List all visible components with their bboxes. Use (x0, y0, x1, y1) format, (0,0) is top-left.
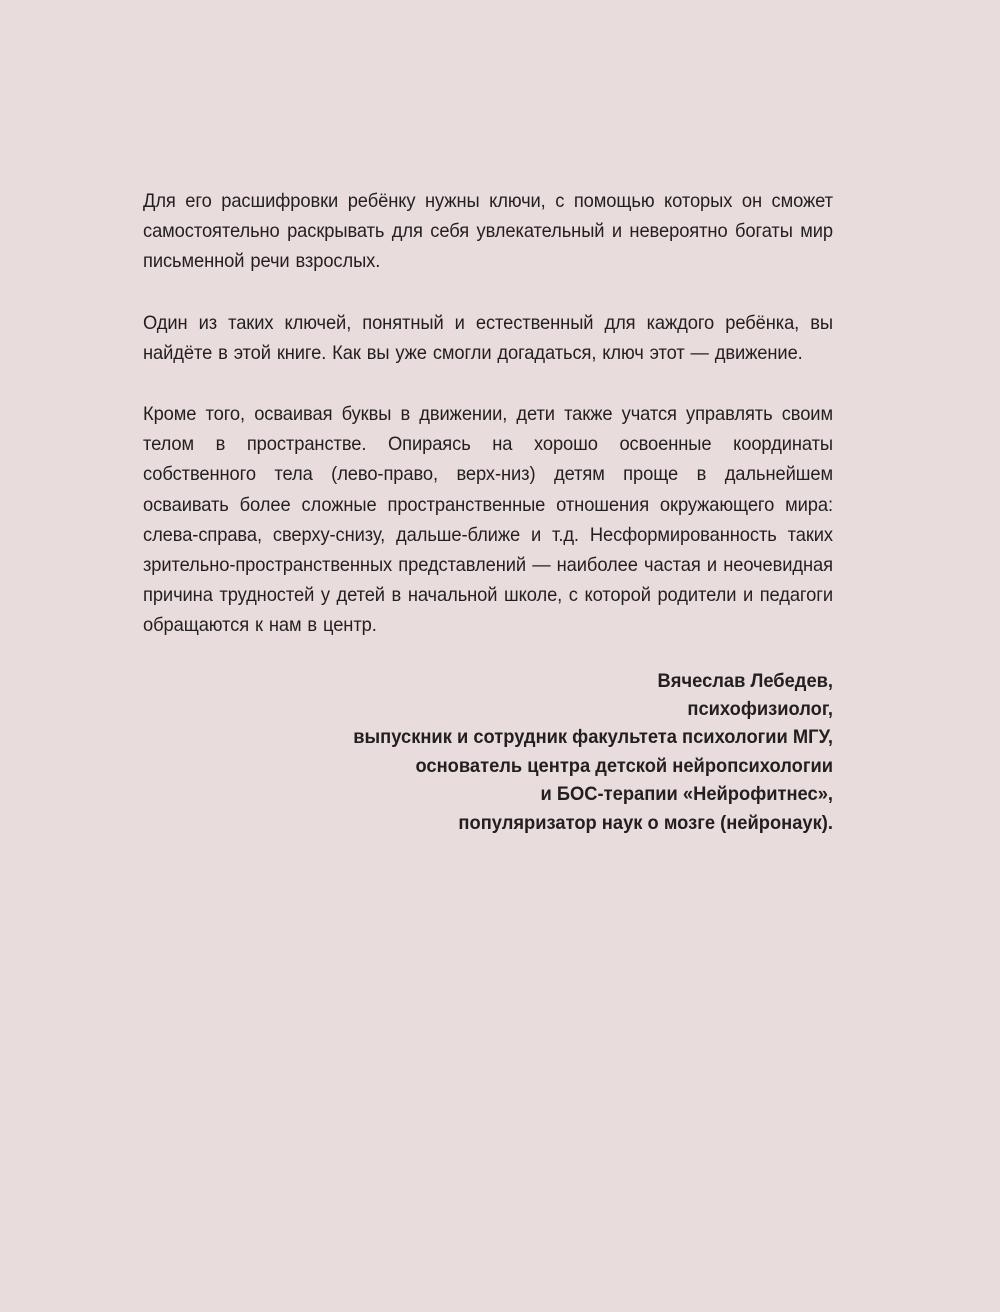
author-signature-block (184, 667, 833, 837)
document-page (143, 186, 833, 837)
author-title-2: выпускник и сотрудник факультета психологии МГУ, (353, 726, 833, 749)
paragraph-1: Для его расшифровки ребёнку нужны ключи, с помощью которых он сможет самостоятельно раскрывать для себя увлекательный и невероятно богаты мир письменной речи взрослых. (143, 190, 833, 273)
author-title-3: основатель центра детской нейропсихологии (415, 754, 833, 777)
author-title-4: и БОС-терапии «Нейрофитнес», (540, 783, 833, 806)
paragraph-2: Один из таких ключей, понятный и естественный для каждого ребёнка, вы найдёте в этой книге. Как вы уже смогли догадаться, ключ этот — движение. (143, 311, 833, 364)
author-title-1: психофизиолог, (687, 698, 833, 721)
author-name: Вячеслав Лебедев, (657, 669, 833, 692)
author-title-5: популяризатор наук о мозге (нейронаук). (458, 811, 833, 834)
paragraph-3: Кроме того, осваивая буквы в движении, дети также учатся управлять своим телом в пространстве. Опираясь на хорошо освоенные координаты собственного тела (лево-право, верх-низ) детям проще в дальнейшем осваивать более сложные пространственные отношения окружающего мира: слева-справа, сверху-снизу, дальше-ближе и т.д. Несформированность таких зрительно-пространственных представлений — наиболее частая и неочевидная причина трудностей у детей в начальной школе, с которой родители и педагоги обращаются к нам в центр. (143, 403, 833, 637)
